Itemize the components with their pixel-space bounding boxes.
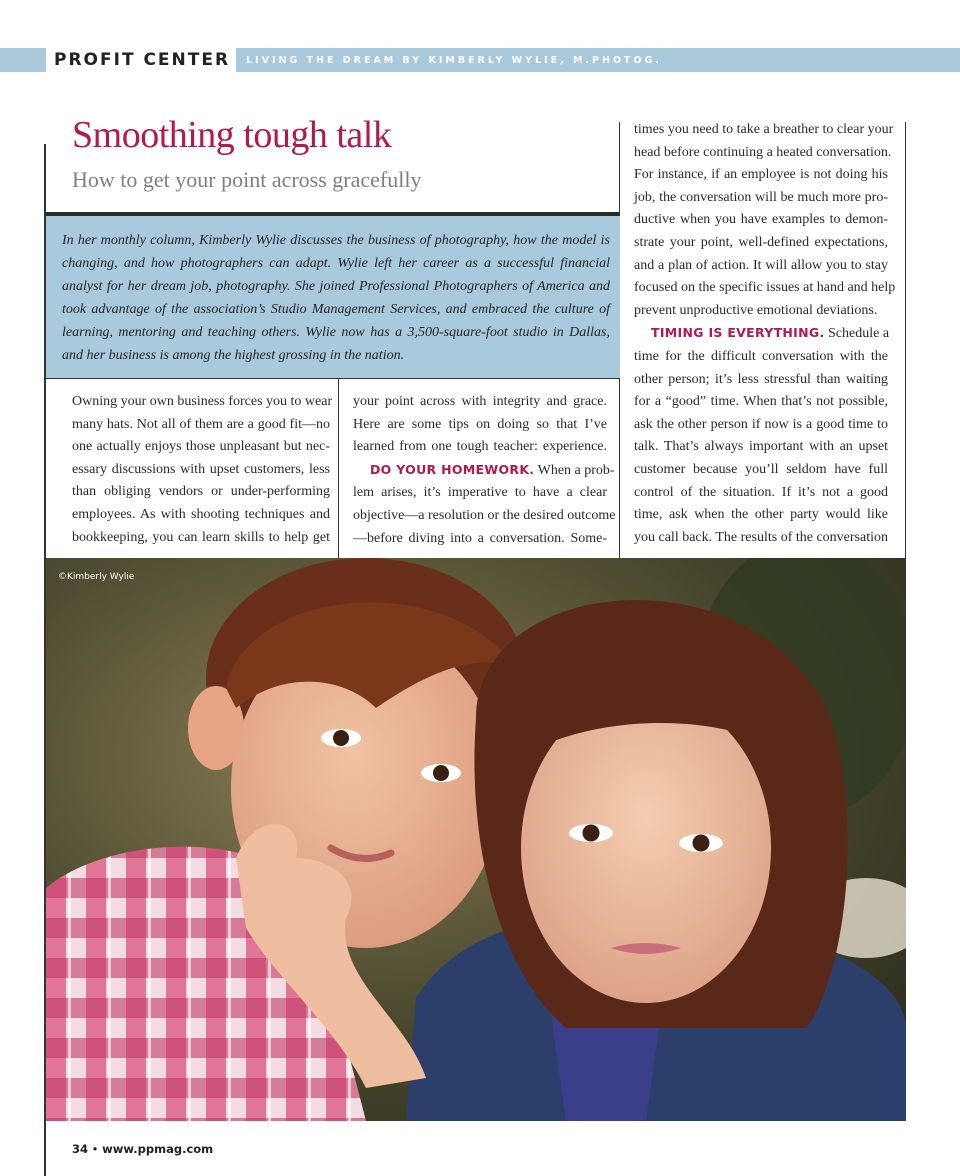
body-line: essary discussions with upset customers, less [72,461,330,477]
subhead-timing-is-everything: TIMING IS EVERYTHING. [651,325,825,341]
body-column-3 [634,119,896,549]
body-line: ductive when you have examples to demon- [634,212,888,228]
column-rule-1 [338,378,339,558]
body-line: lem arises, it’s imperative to have a clear [353,485,607,501]
photo-credit: ©Kimberly Wylie [58,572,135,582]
body-line: objective—a resolution or the desired outcome [353,507,616,523]
body-text: When a prob- [534,462,615,478]
column-byline: LIVING THE DREAM BY KIMBERLY WYLIE, M.PHOTOG. [246,55,662,66]
body-line: for a “good” time. When that’s not possible, [634,394,888,410]
body-line: one actually enjoys those unpleasant but nec- [72,439,330,455]
body-line: strate your point, well-defined expectations, [634,234,888,250]
body-line: time, ask when the other party would like [634,507,888,523]
body-line: control of the situation. If it’s not a good [634,484,888,500]
intro-box [46,216,620,379]
body-line: times you need to take a breather to clear your [634,122,894,137]
body-line: talk. That’s always important with an upset [634,439,888,455]
intro-text: In her monthly column, Kimberly Wylie discusses the business of photography, how the model is changing, and how photographers can adapt. Wylie left her career as a successful financial analyst for her dream job, photography. She joined Professional Photographers of America and took advantage of the association’s Studio Management Services, and embraced the culture of learning, mentoring and teaching others. Wylie now has a 3,500-square-foot studio in Dallas, and her business is among the highest grossing in the nation. [62,233,610,363]
portrait-photo [46,558,906,1121]
body-line: other person; it’s less stressful than waiting [634,371,888,387]
body-line: and a plan of action. It will allow you to stay [634,257,888,273]
subhead-line [353,459,615,483]
body-text: Schedule a [824,326,890,342]
portrait-illustration [46,558,906,1121]
folio-separator: • [88,1142,103,1156]
subhead-do-your-homework: DO YOUR HOMEWORK. [370,461,535,477]
body-line: For instance, if an employee is not doing his [634,167,888,183]
body-line: learned from one tough teacher: experience. [353,439,607,455]
body-line: ask the other person if now is a good time to [634,416,888,432]
site-url: www.ppmag.com [102,1142,214,1156]
body-line: your point across with integrity and grace. [353,394,607,409]
section-label: PROFIT CENTER [54,50,231,70]
body-line: time for the difficult conversation with the [634,348,888,364]
body-line: job, the conversation will be much more pro- [634,189,888,205]
body-line: customer because you’ll seldom have full [634,461,888,477]
body-line: Owning your own business forces you to wear [72,394,333,409]
page-folio [72,1142,213,1156]
subhead-line [634,322,888,346]
page-number: 34 [72,1142,89,1156]
body-line: head before continuing a heated conversation. [634,144,892,160]
body-line: Here are some tips on doing so that I’ve [353,416,607,432]
body-line: than obliging vendors or under-performing [72,484,330,500]
right-margin-rule [905,122,906,558]
body-column-2 [353,391,616,550]
body-column-1 [72,391,333,549]
body-line: focused on the specific issues at hand and help [634,280,896,296]
body-line: employees. As with shooting techniques and [72,506,330,522]
body-line: prevent unproductive emotional deviations. [634,302,878,318]
body-line: —before diving into a conversation. Some- [353,530,607,546]
body-line: many hats. Not all of them are a good fit—no [72,416,330,432]
body-line: bookkeeping, you can learn skills to help get [72,529,330,545]
body-line: you call back. The results of the conversation [634,529,888,545]
article-title: Smoothing tough talk [72,114,392,156]
article-subtitle: How to get your point across gracefully [72,167,422,192]
